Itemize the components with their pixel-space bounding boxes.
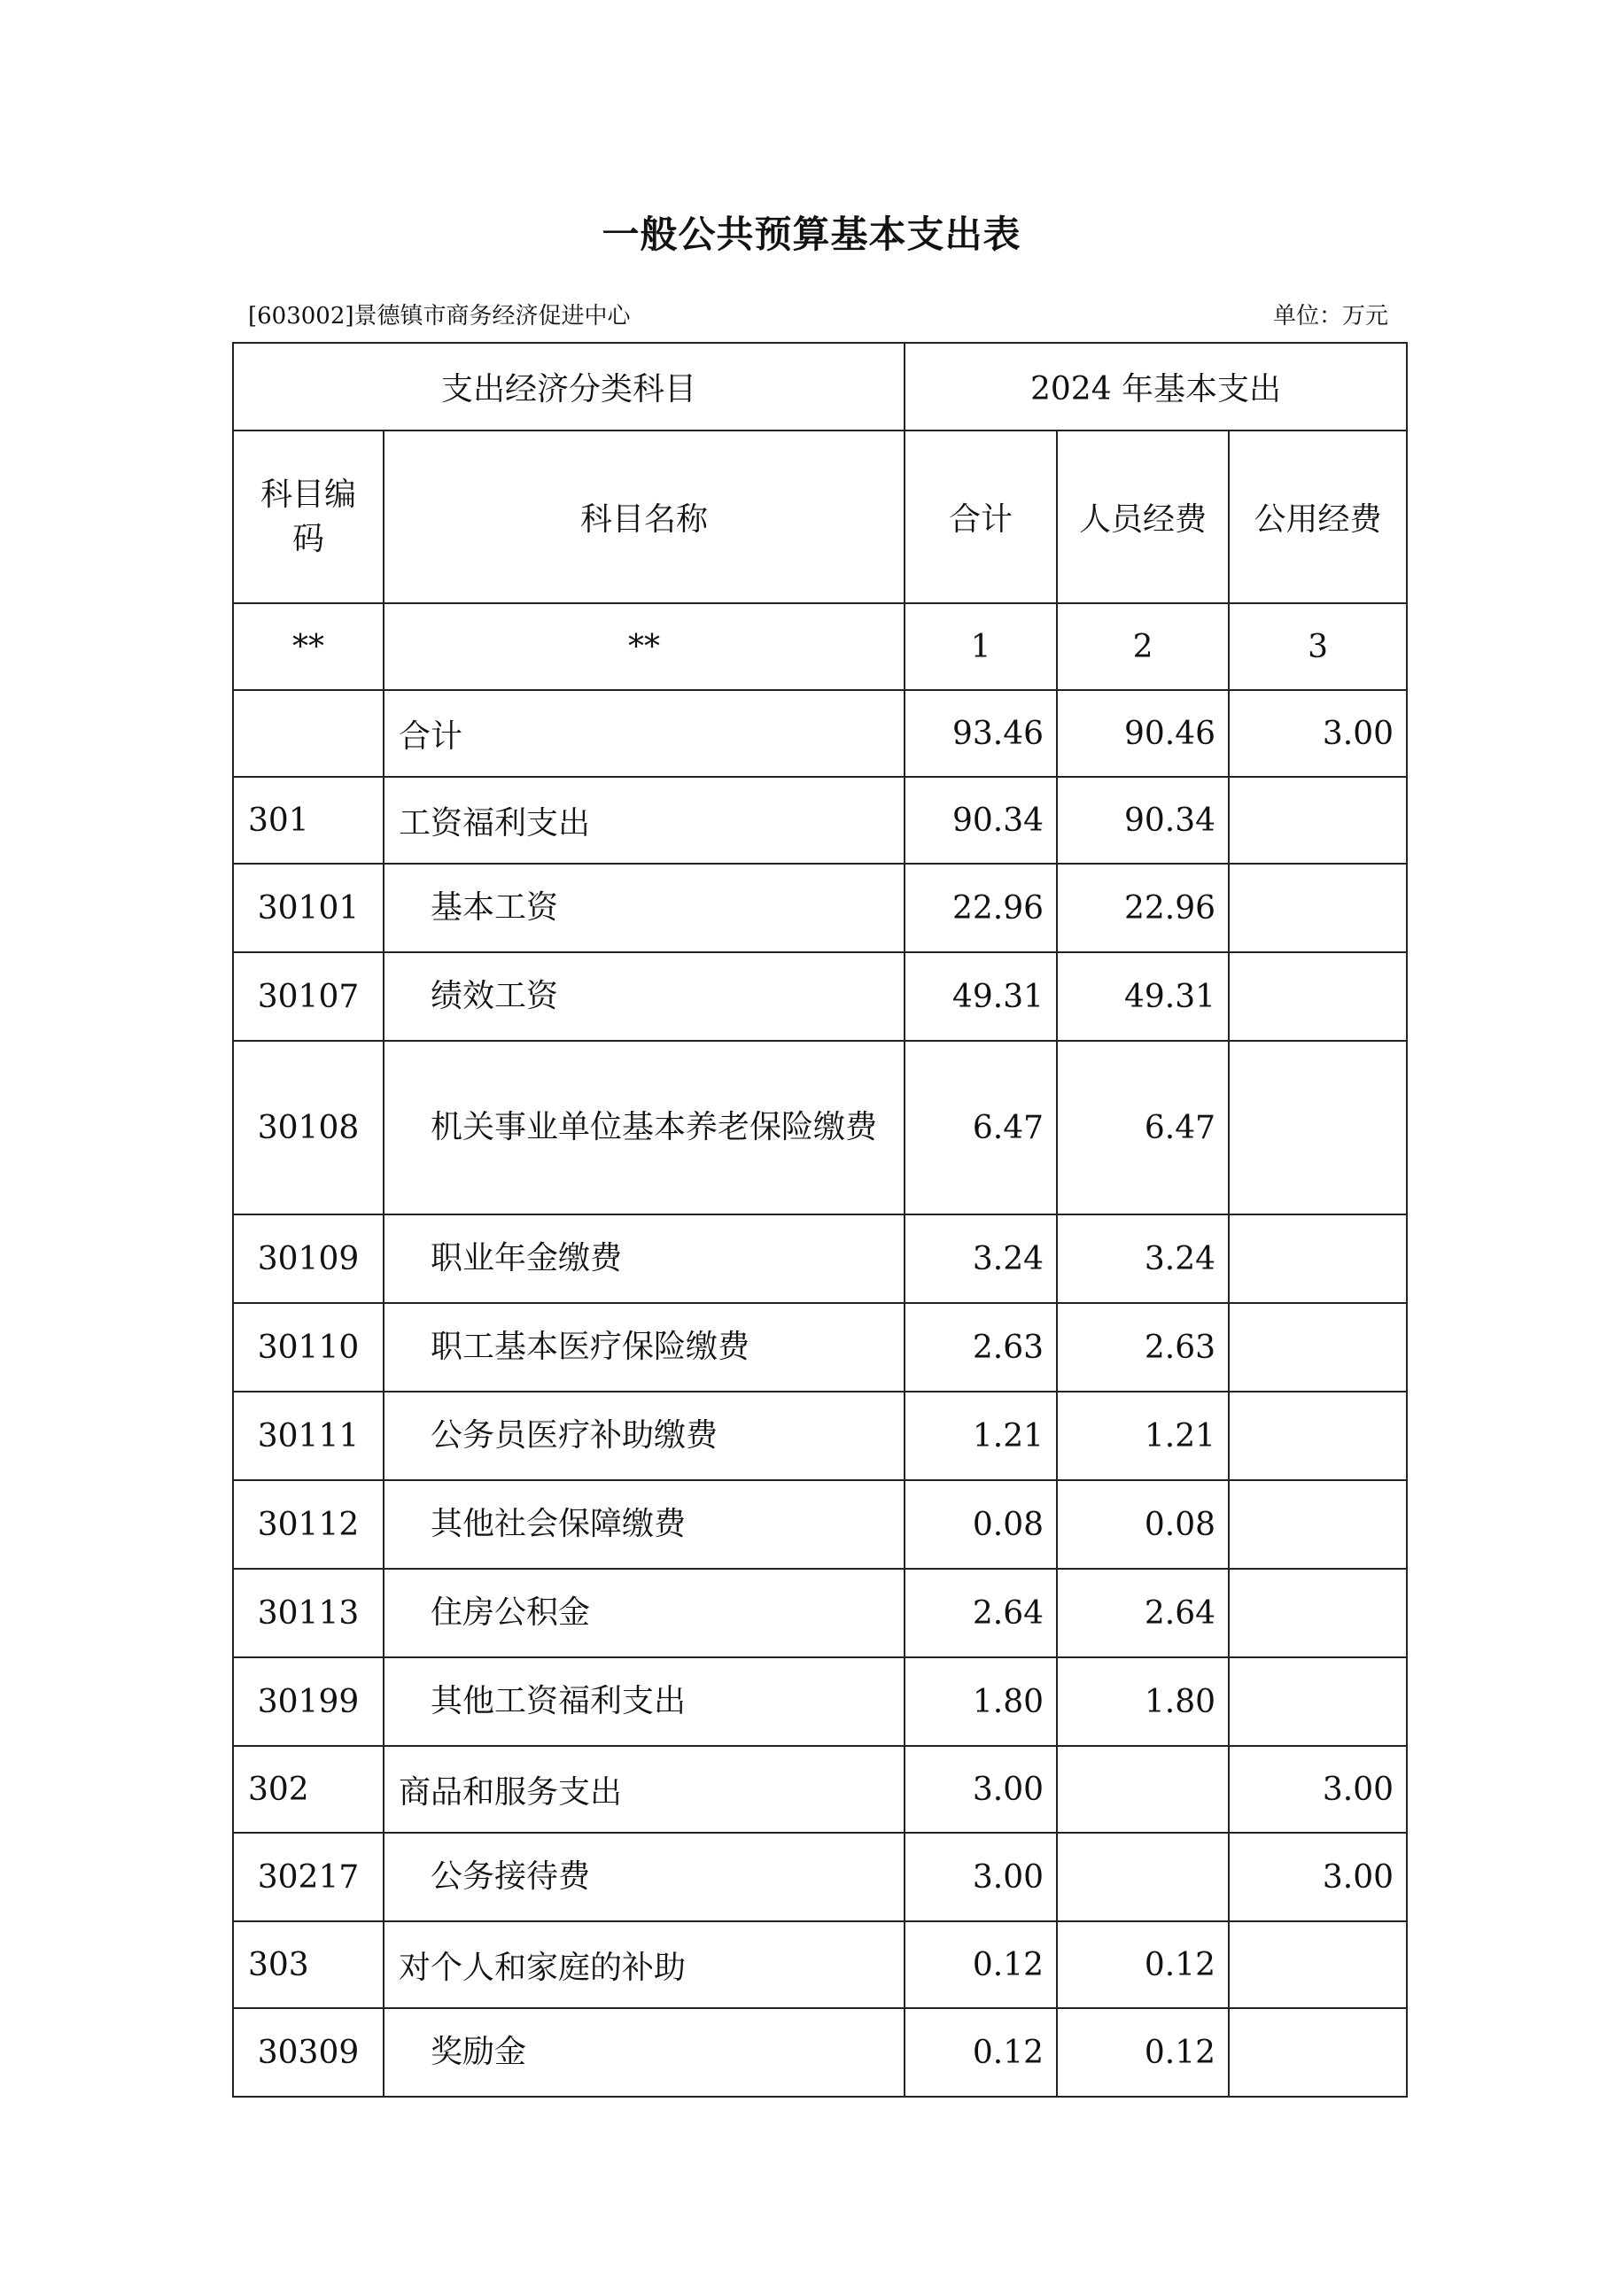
table-row	[233, 1833, 1407, 1921]
row-total-cell: 0.12	[905, 2008, 1057, 2097]
row-name-cell: 职业年金缴费	[384, 1214, 905, 1303]
row-name-cell: 其他社会保障缴费	[384, 1480, 905, 1569]
row-code-cell: 302	[233, 1746, 384, 1833]
row-personnel-cell: 1.21	[1057, 1392, 1229, 1480]
row-code-cell: 301	[233, 777, 384, 864]
total-row	[233, 690, 1407, 777]
index-cell: 2	[1057, 603, 1229, 690]
row-personnel-cell	[1057, 1833, 1229, 1921]
row-name-cell: 基本工资	[384, 864, 905, 952]
row-public-cell	[1229, 1657, 1407, 1746]
row-code-cell: 30107	[233, 952, 384, 1041]
row-public-cell: 3.00	[1229, 1833, 1407, 1921]
header-columns-row	[233, 430, 1407, 603]
row-public-cell	[1229, 864, 1407, 952]
row-name-cell: 工资福利支出	[384, 777, 905, 864]
row-personnel-cell: 3.24	[1057, 1214, 1229, 1303]
row-total-cell: 2.64	[905, 1569, 1057, 1657]
row-code-cell: 30217	[233, 1833, 384, 1921]
header-group-row	[233, 343, 1407, 430]
row-code-cell: 30109	[233, 1214, 384, 1303]
document-title: 一般公共预算基本支出表	[602, 213, 1021, 256]
budget-table	[232, 342, 1408, 2098]
header-group-right: 2024 年基本支出	[905, 343, 1407, 430]
row-public-cell	[1229, 2008, 1407, 2097]
col-name-header: 科目名称	[384, 430, 905, 603]
table-row	[233, 1214, 1407, 1303]
row-total-cell: 1.21	[905, 1392, 1057, 1480]
row-code-cell: 30108	[233, 1041, 384, 1214]
col-personnel-header: 人员经费	[1057, 430, 1229, 603]
table-row	[233, 1921, 1407, 2008]
table-row	[233, 1392, 1407, 1480]
row-personnel-cell: 2.63	[1057, 1303, 1229, 1392]
total-name-cell: 合计	[384, 690, 905, 777]
row-public-cell	[1229, 777, 1407, 864]
unit-code-name: [603002]景德镇市商务经济促进中心	[248, 303, 631, 330]
index-cell: **	[233, 603, 384, 690]
table-row	[233, 1746, 1407, 1833]
table-row	[233, 2008, 1407, 2097]
row-code-cell: 30111	[233, 1392, 384, 1480]
table-row	[233, 864, 1407, 952]
row-code-cell: 30199	[233, 1657, 384, 1746]
row-total-cell: 3.24	[905, 1214, 1057, 1303]
row-name-cell: 职工基本医疗保险缴费	[384, 1303, 905, 1392]
row-personnel-cell	[1057, 1746, 1229, 1833]
row-code-cell: 30112	[233, 1480, 384, 1569]
table-row	[233, 1480, 1407, 1569]
col-public-header: 公用经费	[1229, 430, 1407, 603]
row-personnel-cell: 2.64	[1057, 1569, 1229, 1657]
row-code-cell: 30113	[233, 1569, 384, 1657]
row-personnel-cell: 6.47	[1057, 1041, 1229, 1214]
total-total-cell: 93.46	[905, 690, 1057, 777]
table-row	[233, 952, 1407, 1041]
row-code-cell: 303	[233, 1921, 384, 2008]
table-row	[233, 1569, 1407, 1657]
row-total-cell: 1.80	[905, 1657, 1057, 1746]
row-personnel-cell: 1.80	[1057, 1657, 1229, 1746]
row-personnel-cell: 0.08	[1057, 1480, 1229, 1569]
table-row	[233, 777, 1407, 864]
row-name-cell: 其他工资福利支出	[384, 1657, 905, 1746]
row-total-cell: 0.08	[905, 1480, 1057, 1569]
row-total-cell: 49.31	[905, 952, 1057, 1041]
row-public-cell	[1229, 1041, 1407, 1214]
row-personnel-cell: 90.34	[1057, 777, 1229, 864]
table-row	[233, 1657, 1407, 1746]
index-cell: **	[384, 603, 905, 690]
col-total-header: 合计	[905, 430, 1057, 603]
col-code-header: 科目编码	[233, 430, 384, 603]
row-name-cell: 公务员医疗补助缴费	[384, 1392, 905, 1480]
row-public-cell: 3.00	[1229, 1746, 1407, 1833]
row-name-cell: 对个人和家庭的补助	[384, 1921, 905, 2008]
row-public-cell	[1229, 1480, 1407, 1569]
row-name-cell: 商品和服务支出	[384, 1746, 905, 1833]
row-code-cell: 30101	[233, 864, 384, 952]
row-personnel-cell: 0.12	[1057, 2008, 1229, 2097]
index-row	[233, 603, 1407, 690]
table-row	[233, 1041, 1407, 1214]
row-name-cell: 机关事业单位基本养老保险缴费	[384, 1041, 905, 1214]
row-personnel-cell: 49.31	[1057, 952, 1229, 1041]
row-total-cell: 0.12	[905, 1921, 1057, 2008]
row-total-cell: 90.34	[905, 777, 1057, 864]
total-public-cell: 3.00	[1229, 690, 1407, 777]
row-total-cell: 2.63	[905, 1303, 1057, 1392]
row-public-cell	[1229, 1569, 1407, 1657]
row-total-cell: 3.00	[905, 1833, 1057, 1921]
row-public-cell	[1229, 1921, 1407, 2008]
row-name-cell: 住房公积金	[384, 1569, 905, 1657]
row-name-cell: 绩效工资	[384, 952, 905, 1041]
row-public-cell	[1229, 952, 1407, 1041]
row-public-cell	[1229, 1392, 1407, 1480]
row-public-cell	[1229, 1214, 1407, 1303]
row-total-cell: 22.96	[905, 864, 1057, 952]
row-personnel-cell: 0.12	[1057, 1921, 1229, 2008]
unit-label: 单位：万元	[1272, 303, 1388, 330]
row-total-cell: 3.00	[905, 1746, 1057, 1833]
total-code-cell	[233, 690, 384, 777]
total-personnel-cell: 90.46	[1057, 690, 1229, 777]
row-personnel-cell: 22.96	[1057, 864, 1229, 952]
row-name-cell: 公务接待费	[384, 1833, 905, 1921]
index-cell: 3	[1229, 603, 1407, 690]
row-public-cell	[1229, 1303, 1407, 1392]
header-group-left: 支出经济分类科目	[233, 343, 905, 430]
table-row	[233, 1303, 1407, 1392]
row-code-cell: 30309	[233, 2008, 384, 2097]
row-total-cell: 6.47	[905, 1041, 1057, 1214]
index-cell: 1	[905, 603, 1057, 690]
row-code-cell: 30110	[233, 1303, 384, 1392]
row-name-cell: 奖励金	[384, 2008, 905, 2097]
